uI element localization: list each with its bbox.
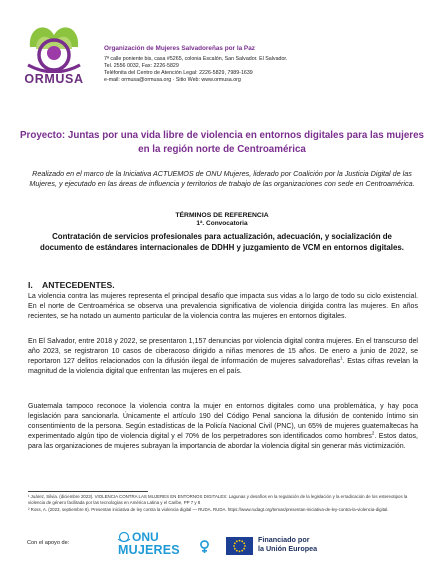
eu-star xyxy=(243,542,245,544)
eu-star xyxy=(236,540,238,542)
paragraph-text: . Estos datos, para las organizaciones de mujeres subrayan la importancia de abordar la violencia digital sin generar más victimización. xyxy=(28,432,418,450)
eu-star xyxy=(234,548,236,550)
footnote-ref: 2 xyxy=(371,430,375,436)
paragraph: La violencia contra las mujeres representa el principal desafío que impacta sus vidas a lo largo de todo su ciclo existencial. En el norte de Centroamérica se observa una prevalencia significativa de violencia dirigida contra las mujeres. En años recientes, se ha notado un aumento particular de la violencia contra las mujeres en entornos digitales. xyxy=(28,293,418,320)
address-line: Teléfonita del Centro de Atención Legal: 2226-5829, 7989-1639 xyxy=(104,70,253,76)
paragraph xyxy=(28,337,418,377)
un-emblem-icon xyxy=(117,531,131,543)
organization-name: Organización de Mujeres Salvadoreñas por la Paz xyxy=(104,45,255,52)
eu-line-2: la Unión Europea xyxy=(258,544,318,554)
section-heading xyxy=(28,280,115,290)
footnote-ref: 1 xyxy=(340,355,343,361)
support-label: Con el apoyo de: xyxy=(27,540,70,546)
eu-star xyxy=(233,545,235,547)
project-intro: Realizado en el marco de la Iniciativa ACTUEMOS de ONU Mujeres, liderado por Coalición por la Justicia Digital de las Mujeres, y ejecutado en las áreas de influencia y territorios de trabajo de las organizaciones con sede en Centroamérica. xyxy=(29,169,415,189)
paragraph-text: . Estas cifras revelan la magnitud de la violencia digital que enfrentan las mujeres en el país. xyxy=(28,357,418,375)
contact-address xyxy=(104,56,287,84)
eu-line-1: Financiado por xyxy=(258,535,310,544)
paragraph xyxy=(28,402,418,452)
eu-star xyxy=(239,540,241,542)
section-title: ANTECEDENTES. xyxy=(42,280,115,290)
eu-star xyxy=(236,550,238,552)
terms-block xyxy=(40,212,404,253)
footnote-divider xyxy=(28,491,148,492)
address-line: e-mail: ormusa@ormusa.org · Sitio Web: www.ormusa.org xyxy=(104,77,241,83)
eu-star xyxy=(239,551,241,553)
footnote: ² Ross, A. (2023, septiembre 6). Presentan iniciativa de ley contra la violencia digital — RUDA. RUDA. https://www.rudagt.org/temas/presentan-iniciativa-de-ley-contra-la-violencia-digital. xyxy=(28,507,389,512)
eu-flag-icon xyxy=(226,537,253,555)
paragraph-text: Guatemala tampoco reconoce la violencia contra la mujer en entornos digitales como una problemática, y hay poca legislación para sancionarla. Únicamente el artículo 190 del Código Penal sanciona la difusión de contenido íntimo sin consentimiento de la persona. Según estadísticas de la Policía Nacional Civil (PNC), un 65% de mujeres guatemaltecas ha experimentado algún tipo de violencia digital y el 70% de los perpetradores son identificados como hombres xyxy=(28,403,418,440)
gender-symbol-icon xyxy=(197,539,212,554)
footnote: ¹ Juárez, Silvia. (diciembre 2023). VIOLENCIA CONTRA LAS MUJERES EN ENTORNOS DIGITALES: Lagunas y desafíos en la regulación de la legislación y la erradicación de los estereotipos la violencia de género facilitada por las tecnologías en América Latina y el Caribe, PP 7 y 8 xyxy=(28,494,408,505)
eu-funding-label xyxy=(258,535,317,554)
section-number: I. xyxy=(28,280,33,290)
paragraph-text: En El Salvador, entre 2018 y 2022, se presentaron 1,157 denuncias por violencia digital contra mujeres. En el transcurso del año 2023, se registraron 10 casos de ciberacoso dirigido a niñas menores de 15 años. De enero a junio de 2022, se reportaron 127 delitos relacionados con la difusión ilegal de información de mujeres salvadoreñas xyxy=(28,338,418,365)
terms-heading: TÉRMINOS DE REFERENCIA xyxy=(175,212,269,219)
eu-star xyxy=(241,540,243,542)
ormusa-logo xyxy=(10,13,98,73)
address-line: Tel. 2556 0032, Fax: 2226-5829 xyxy=(104,63,179,69)
project-title: Proyecto: Juntas por una vida libre de violencia en entornos digitales para las mujeres en la región norte de Centroamérica xyxy=(20,130,424,155)
logo-wordmark: ORMUSA xyxy=(24,72,84,86)
terms-subject: Contratación de servicios profesionales para actualización, adecuación, y socialización de documento de estándares internacionales de DDHH y juzgamiento de VCM en entornos digitales. xyxy=(40,231,404,252)
eu-star xyxy=(241,550,243,552)
eu-star xyxy=(234,542,236,544)
eu-star xyxy=(243,548,245,550)
un-women-mujeres: MUJERES xyxy=(118,543,180,557)
eu-star xyxy=(244,545,246,547)
address-line: 7ª calle poniente bis, casa #5265, colonia Escalón, San Salvador. El Salvador. xyxy=(104,56,288,62)
un-women-onu: ONU xyxy=(132,530,159,544)
terms-call: 1ª. Convocatoria xyxy=(196,220,248,228)
